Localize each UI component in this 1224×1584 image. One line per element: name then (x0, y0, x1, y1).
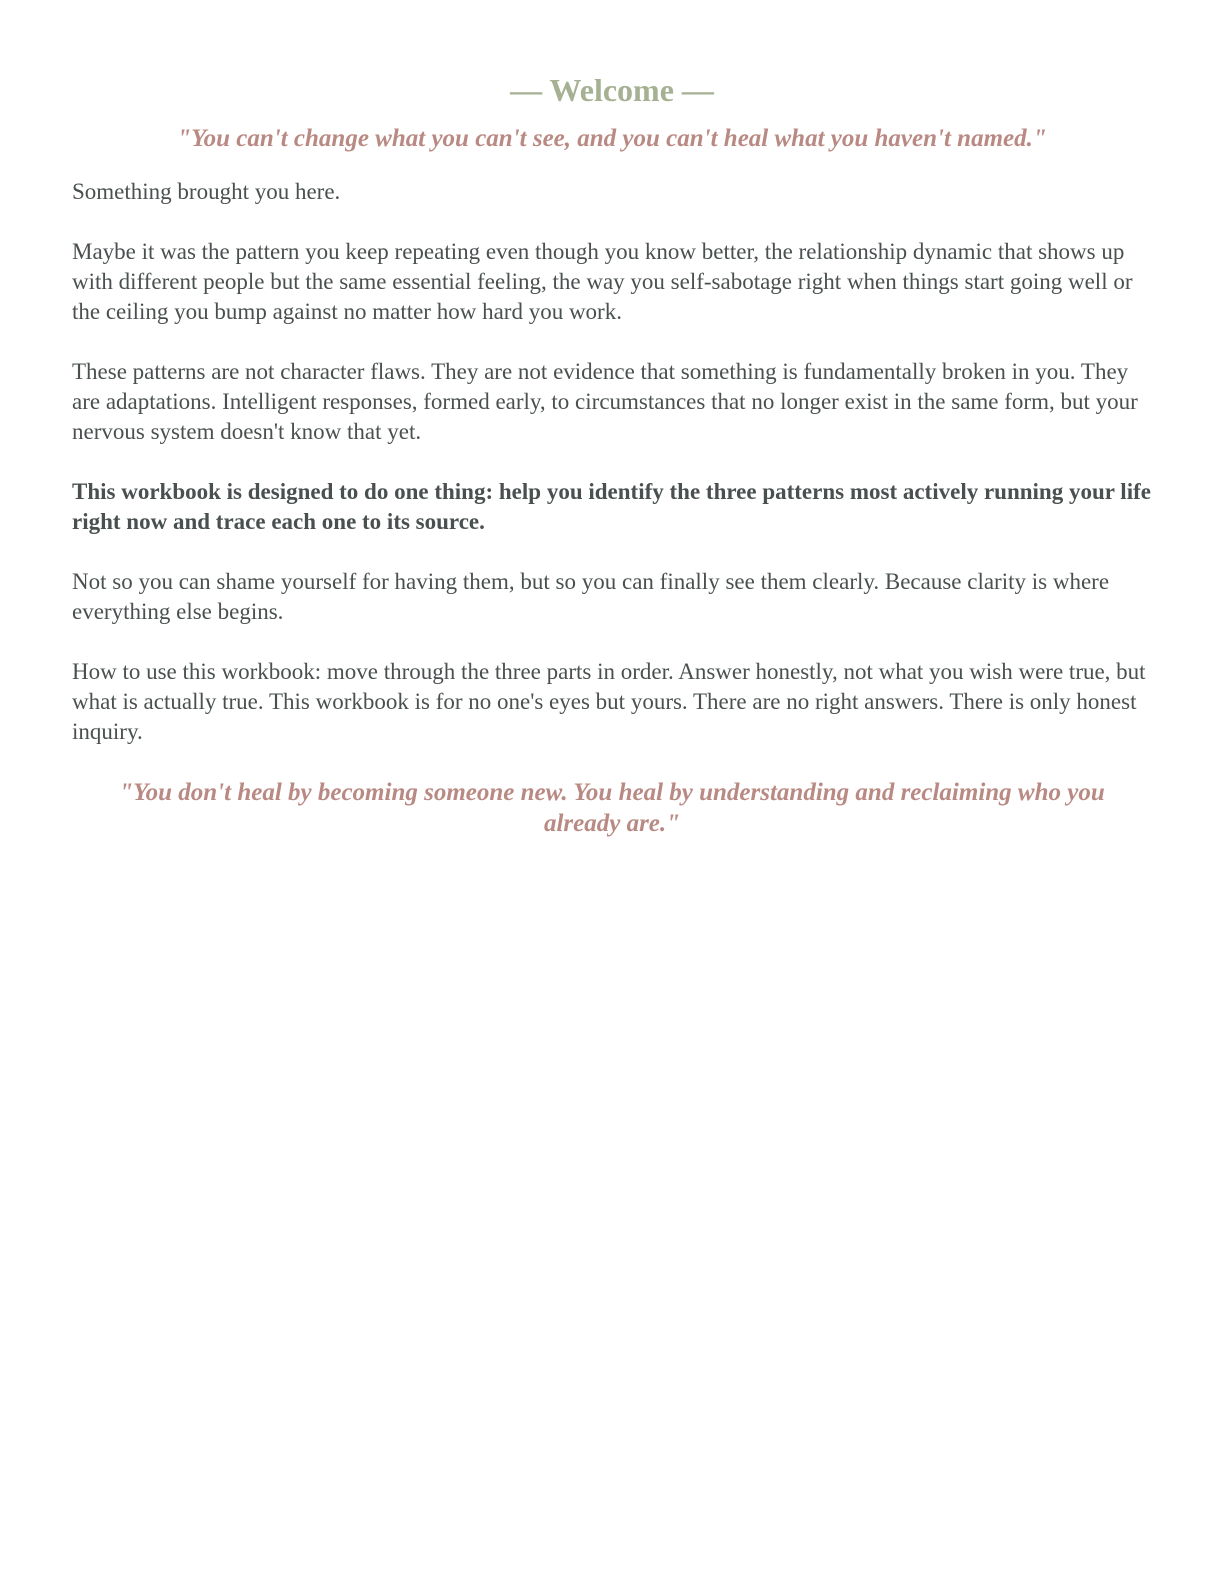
body-text (72, 177, 1152, 747)
closing-quote: "You don't heal by becoming someone new. You heal by understanding and reclaiming who you already are." (119, 779, 1105, 837)
paragraph-patterns: Maybe it was the pattern you keep repeating even though you know better, the relationship dynamic that shows up with different people but the same essential feeling, the way you self-sabotage right when things start going well or the ceiling you bump against no matter how hard you work. (72, 239, 1133, 324)
paragraph-clarity: Not so you can shame yourself for having them, but so you can finally see them clearly. Because clarity is where everything else begins. (72, 569, 1110, 624)
paragraph-purpose: This workbook is designed to do one thing: help you identify the three patterns most actively running your life right now and trace each one to its source. (72, 479, 1151, 534)
paragraph-how-to-use: How to use this workbook: move through the three parts in order. Answer honestly, not what you wish were true, but what is actually true. This workbook is for no one's eyes but yours. There are no right answers. There is only honest inquiry. (72, 659, 1146, 744)
opening-quote: "You can't change what you can't see, and you can't heal what you haven't named." (177, 125, 1047, 152)
page-title: — Welcome — (510, 72, 714, 108)
paragraph-intro: Something brought you here. (72, 179, 341, 204)
paragraph-adaptations: These patterns are not character flaws. They are not evidence that something is fundamentally broken in you. They are adaptations. Intelligent responses, formed early, to circumstances that no longer exist in the same form, but your nervous system doesn't know that yet. (72, 359, 1138, 444)
